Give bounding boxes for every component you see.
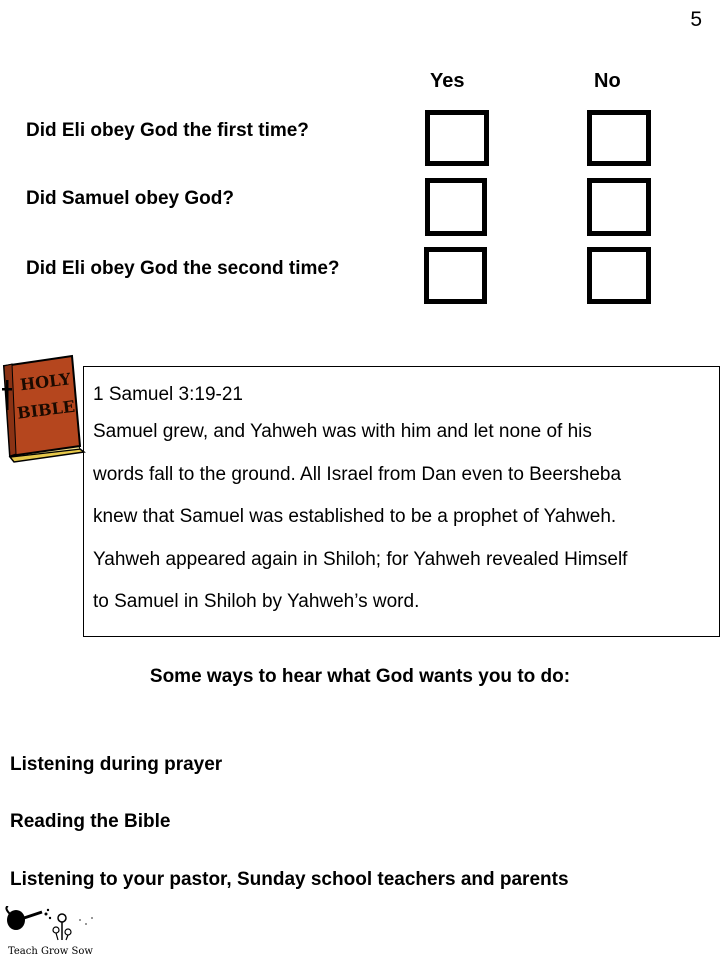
question-2-yes-checkbox[interactable]: [425, 178, 487, 236]
way-item-3: Listening to your pastor, Sunday school teachers and parents: [10, 869, 569, 890]
logo-text: Teach Grow Sow: [8, 946, 93, 957]
watering-can-logo-icon: [2, 906, 102, 948]
scripture-reference: 1 Samuel 3:19-21: [93, 384, 243, 405]
way-item-1: Listening during prayer: [10, 754, 223, 775]
question-1-yes-checkbox[interactable]: [425, 110, 489, 166]
way-item-2: Reading the Bible: [10, 811, 171, 832]
scripture-line-3: knew that Samuel was established to be a prophet of Yahweh.: [93, 506, 617, 527]
question-3: Did Eli obey God the second time?: [26, 258, 340, 279]
question-3-yes-checkbox[interactable]: [424, 247, 487, 304]
page-number: 5: [690, 8, 702, 31]
question-1-no-checkbox[interactable]: [587, 110, 651, 166]
question-2-no-checkbox[interactable]: [587, 178, 651, 236]
bible-icon-line1: HOLY: [19, 369, 72, 395]
question-3-no-checkbox[interactable]: [587, 247, 651, 304]
scripture-line-4: Yahweh appeared again in Shiloh; for Yahweh revealed Himself: [93, 548, 628, 570]
ways-title: Some ways to hear what God wants you to do:: [149, 666, 571, 687]
holy-bible-icon: [0, 352, 86, 464]
scripture-line-1: Samuel grew, and Yahweh was with him and let none of his: [93, 421, 592, 442]
question-1: Did Eli obey God the first time?: [26, 120, 309, 141]
scripture-line-5: to Samuel in Shiloh by Yahweh’s word.: [93, 591, 420, 612]
scripture-box: [83, 366, 720, 637]
question-2: Did Samuel obey God?: [26, 188, 234, 209]
yes-column-header: Yes: [430, 70, 465, 92]
scripture-line-2: words fall to the ground. All Israel from Dan even to Beersheba: [93, 463, 622, 485]
no-column-header: No: [594, 70, 621, 92]
bible-icon-line2: BIBLE: [16, 396, 76, 423]
